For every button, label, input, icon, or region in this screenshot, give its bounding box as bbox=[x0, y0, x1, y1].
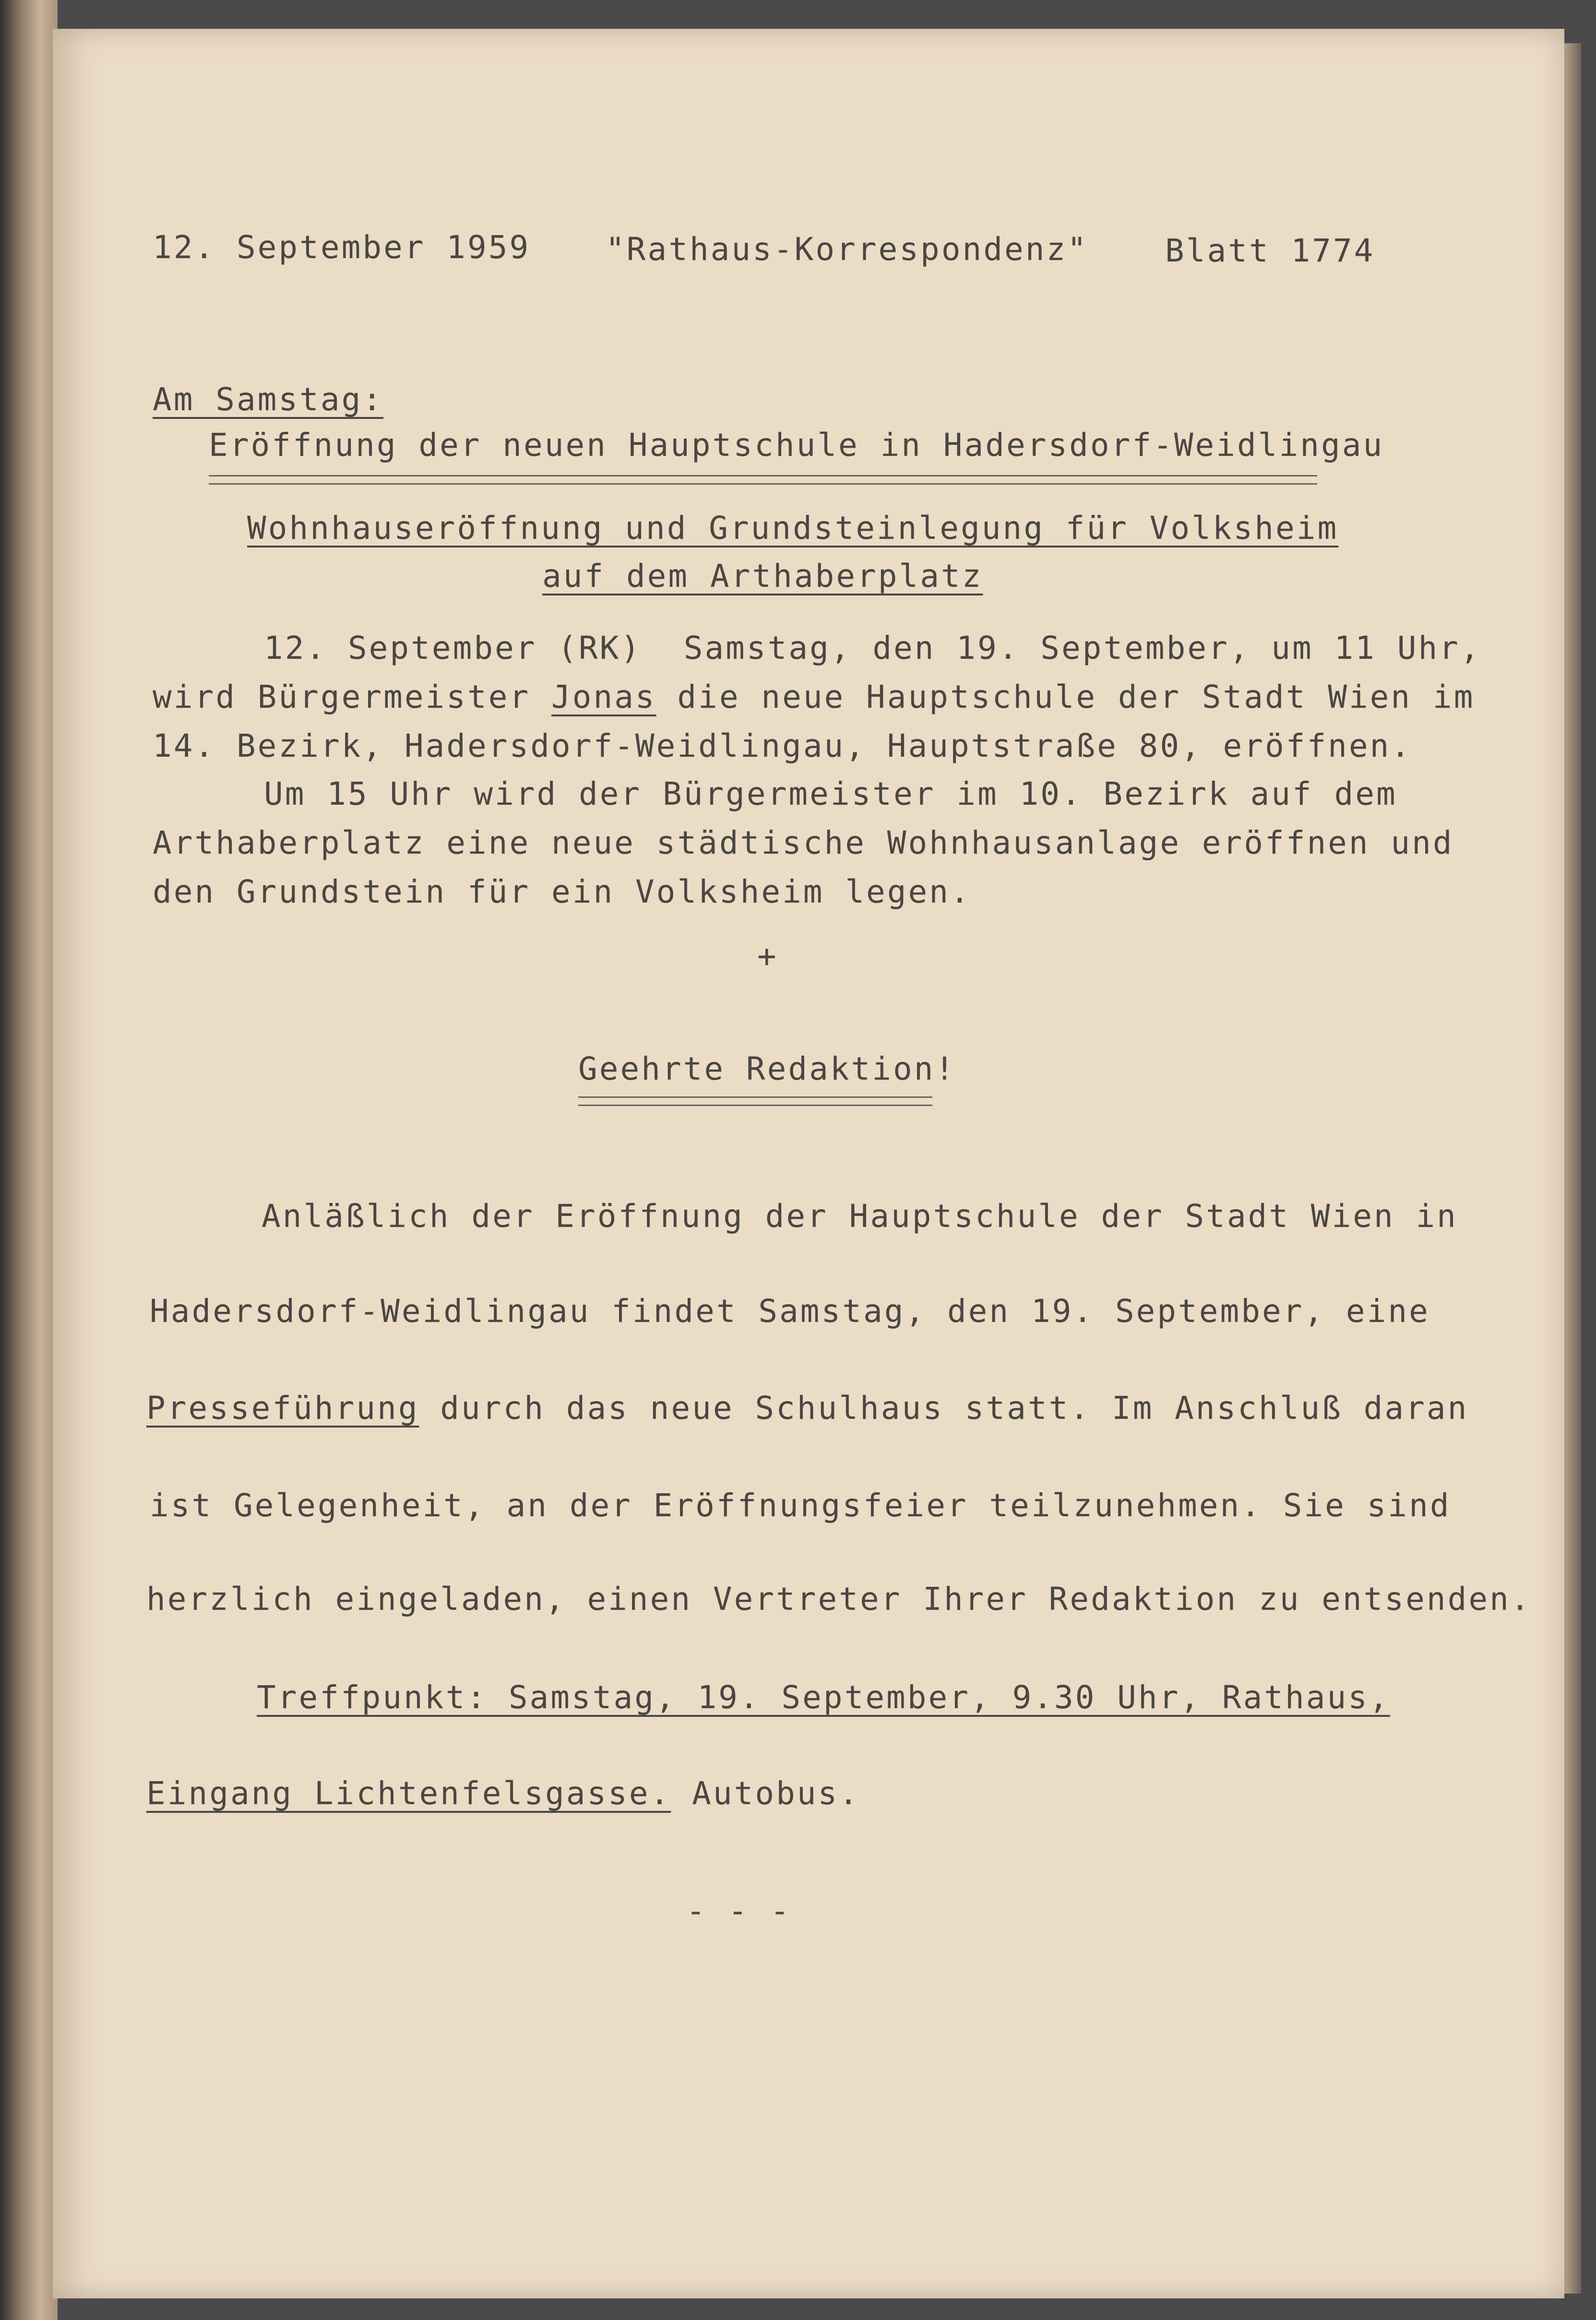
notice-line-5: herzlich eingeladen, einen Vertreter Ihrer Redaktion zu entsenden. bbox=[146, 1581, 1532, 1618]
salutation-double-rule bbox=[578, 1096, 932, 1106]
article-kicker: Am Samstag: bbox=[153, 381, 384, 418]
paragraph-2-line-1: Um 15 Uhr wird der Bürgermeister im 10. Bezirk auf dem bbox=[264, 775, 1397, 812]
mayor-name: Jonas bbox=[551, 678, 656, 715]
paragraph-2-line-2: Arthaberplatz eine neue städtische Wohnhausanlage eröffnen und bbox=[153, 824, 1454, 861]
book-spine bbox=[0, 0, 58, 2320]
header-publication: "Rathaus-Korrespondenz" bbox=[606, 231, 1088, 268]
entrance-underlined: Eingang Lichtenfelsgasse. bbox=[146, 1775, 671, 1812]
header-sheet-number: Blatt 1774 bbox=[1165, 232, 1375, 269]
headline-housing-line1: Wohnhauseröffnung und Grundsteinlegung für Volksheim bbox=[247, 510, 1339, 547]
end-mark: - - - bbox=[686, 1892, 791, 1929]
headline-housing-line2: auf dem Arthaberplatz bbox=[542, 558, 983, 595]
notice-line-3: Presseführung durch das neue Schulhaus statt. Im Anschluß daran bbox=[146, 1390, 1469, 1427]
document-page bbox=[53, 29, 1564, 2298]
header-date: 12. September 1959 bbox=[153, 229, 531, 266]
paragraph-1-line-2: wird Bürgermeister Jonas die neue Hauptschule der Stadt Wien im bbox=[153, 678, 1475, 715]
paragraph-1-line-3: 14. Bezirk, Hadersdorf-Weidlingau, Hauptstraße 80, eröffnen. bbox=[153, 727, 1412, 764]
headline-school-opening: Eröffnung der neuen Hauptschule in Hadersdorf-Weidlingau bbox=[209, 427, 1384, 464]
meeting-point-line-2: Eingang Lichtenfelsgasse. Autobus. bbox=[146, 1775, 860, 1812]
press-tour-underlined: Presseführung bbox=[146, 1390, 419, 1427]
notice-line-4: ist Gelegenheit, an der Eröffnungsfeier teilzunehmen. Sie sind bbox=[150, 1487, 1451, 1524]
double-rule bbox=[209, 475, 1317, 485]
notice-line-2: Hadersdorf-Weidlingau findet Samstag, den 19. September, eine bbox=[150, 1293, 1430, 1330]
section-separator: + bbox=[757, 938, 778, 975]
salutation: Geehrte Redaktion! bbox=[578, 1050, 956, 1087]
notice-line-1: Anläßlich der Eröffnung der Hauptschule der Stadt Wien in bbox=[262, 1198, 1458, 1235]
meeting-point-line-1: Treffpunkt: Samstag, 19. September, 9.30 Uhr, Rathaus, bbox=[257, 1679, 1390, 1716]
paragraph-2-line-3: den Grundstein für ein Volksheim legen. bbox=[153, 873, 971, 910]
paragraph-1-line-1: 12. September (RK) Samstag, den 19. September, um 11 Uhr, bbox=[264, 630, 1481, 666]
